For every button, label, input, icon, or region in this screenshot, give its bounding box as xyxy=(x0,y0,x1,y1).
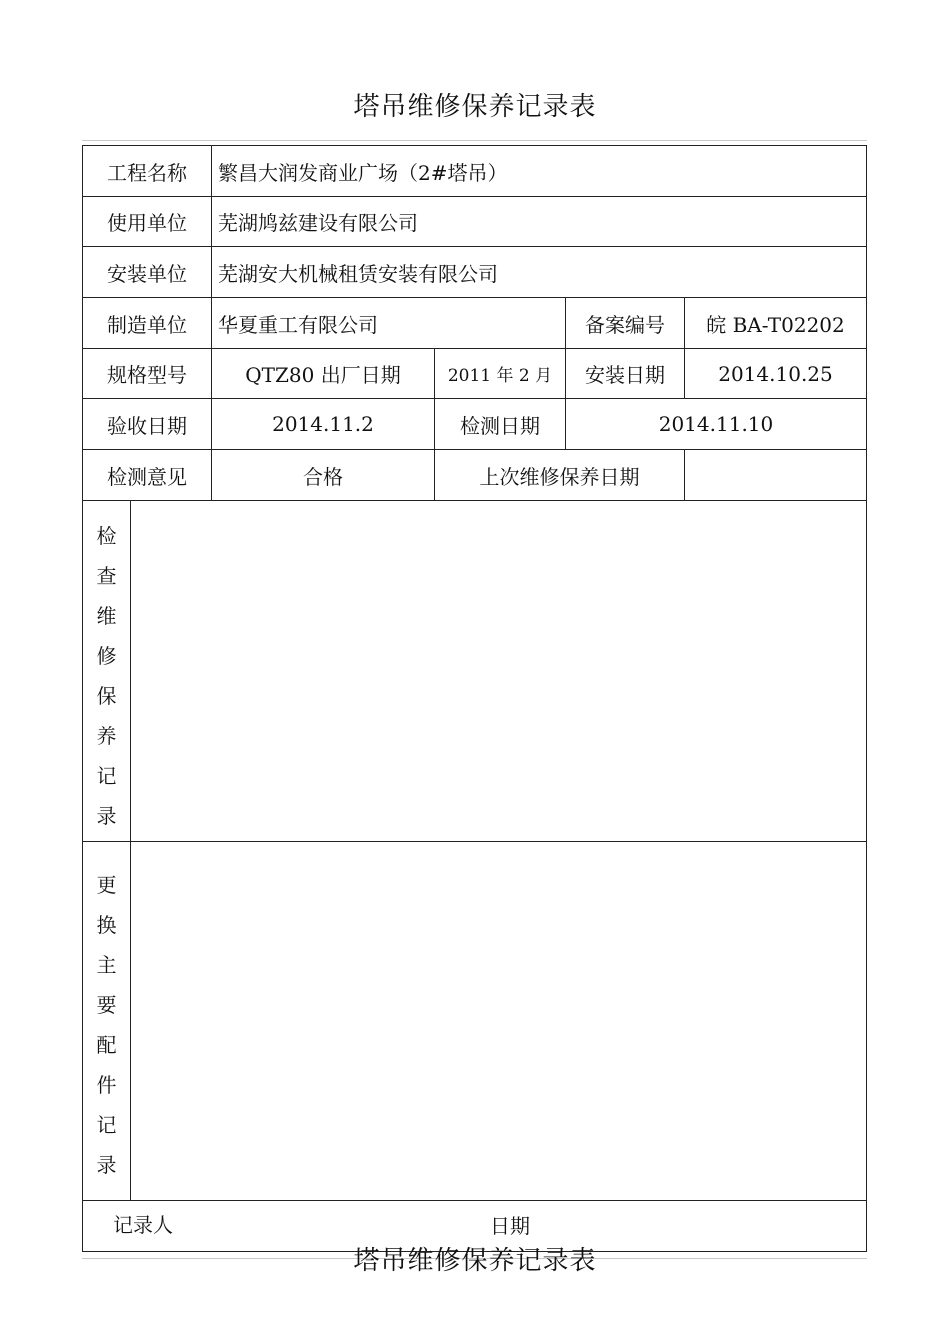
install-unit-value: 芜湖安大机械租赁安装有限公司 xyxy=(211,246,867,298)
last-maintenance-value xyxy=(684,449,867,501)
inspection-char: 录 xyxy=(96,804,117,828)
parts-char: 更 xyxy=(96,873,117,897)
inspection-char: 保 xyxy=(96,684,117,708)
inspection-char: 维 xyxy=(96,604,117,628)
test-date-label: 检测日期 xyxy=(434,398,566,450)
page-title: 塔吊维修保养记录表 xyxy=(353,92,597,122)
record-number-label: 备案编号 xyxy=(565,297,685,349)
parts-record-label xyxy=(82,865,131,1185)
test-opinion-label: 检测意见 xyxy=(82,449,212,501)
acceptance-date-value: 2014.11.2 xyxy=(211,398,435,450)
manufacturer-value: 华夏重工有限公司 xyxy=(211,297,566,349)
recorder-label: 记录人 xyxy=(113,1213,173,1237)
inspection-char: 查 xyxy=(96,564,117,588)
parts-char: 换 xyxy=(96,913,117,937)
user-unit-label: 使用单位 xyxy=(82,196,212,247)
project-name-value: 繁昌大润发商业广场（2#塔吊） xyxy=(211,145,867,197)
project-name-label: 工程名称 xyxy=(82,145,212,197)
record-number-value: 皖 BA-T02202 xyxy=(684,297,867,349)
parts-char: 记 xyxy=(96,1113,117,1137)
parts-char: 配 xyxy=(96,1033,117,1057)
install-date-label: 安装日期 xyxy=(565,348,685,399)
next-page-title: 塔吊维修保养记录表 xyxy=(353,1246,597,1276)
inspection-char: 修 xyxy=(96,644,117,668)
parts-record-area xyxy=(130,841,867,1201)
acceptance-date-label: 验收日期 xyxy=(82,398,212,450)
inspection-char: 检 xyxy=(96,524,117,548)
install-unit-label: 安装单位 xyxy=(82,246,212,298)
install-date-value: 2014.10.25 xyxy=(684,348,867,399)
user-unit-value: 芜湖鸠兹建设有限公司 xyxy=(211,196,867,247)
spec-value: QTZ80 出厂日期 xyxy=(211,348,435,399)
inspection-char: 记 xyxy=(96,764,117,788)
factory-date-value: 2011 年 2 月 xyxy=(434,348,566,399)
test-date-value: 2014.11.10 xyxy=(565,398,867,450)
inspection-record-area xyxy=(130,500,867,842)
test-opinion-value: 合格 xyxy=(211,449,435,501)
parts-char: 要 xyxy=(96,993,117,1017)
last-maintenance-label: 上次维修保养日期 xyxy=(434,449,685,501)
inspection-char: 养 xyxy=(96,724,117,748)
manufacturer-label: 制造单位 xyxy=(82,297,212,349)
spec-label: 规格型号 xyxy=(82,348,212,399)
parts-char: 件 xyxy=(96,1073,117,1097)
parts-char: 主 xyxy=(96,953,117,977)
date-label: 日期 xyxy=(490,1214,530,1238)
parts-char: 录 xyxy=(96,1153,117,1177)
inspection-record-label xyxy=(82,516,131,836)
